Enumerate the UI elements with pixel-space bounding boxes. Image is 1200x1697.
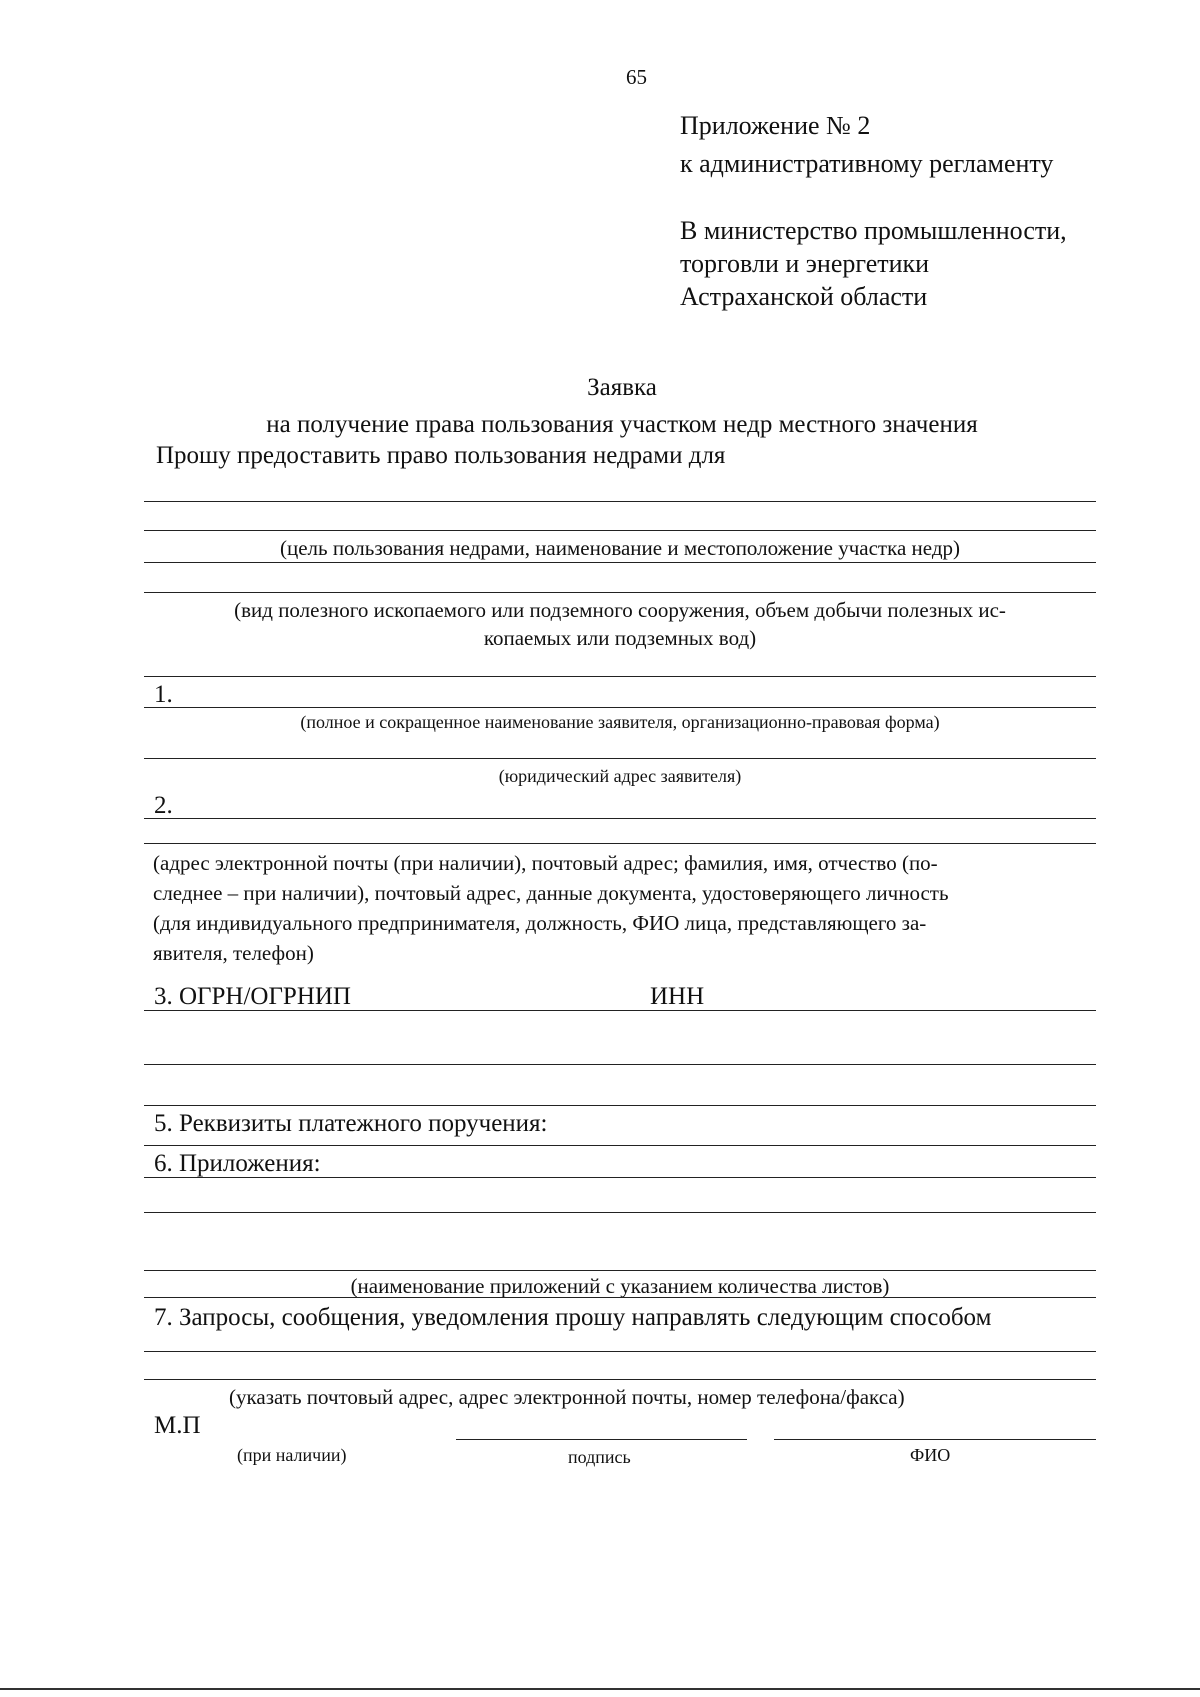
fill-line: [144, 1010, 1096, 1011]
caption-purpose: (цель пользования недрами, наименование и местоположение участка недр): [279, 536, 961, 560]
form-title: Заявка: [587, 374, 657, 401]
fill-line: [144, 1351, 1096, 1352]
caption-mineral-line-2: копаемых или подземных вод): [483, 626, 757, 650]
caption-attachments: (наименование приложений с указанием количества листов): [350, 1274, 890, 1298]
caption-delivery: (указать почтовый адрес, адрес электронной почты, номер телефона/факса): [229, 1385, 905, 1409]
fill-line: [144, 1105, 1096, 1106]
caption-contact-line-1: (адрес электронной почты (при наличии), почтовый адрес; фамилия, имя, отчество (по-: [153, 851, 938, 875]
addressee-line-1: В министерство промышленности,: [680, 216, 1067, 245]
item-5-label: 5. Реквизиты платежного поручения:: [154, 1110, 548, 1137]
fill-line: [144, 1064, 1096, 1065]
appendix-line-1: Приложение № 2: [680, 111, 871, 140]
fill-line: [144, 843, 1096, 844]
fill-line: [144, 1270, 1096, 1271]
caption-legal-address: (юридический адрес заявителя): [498, 766, 742, 786]
fill-line: [144, 1212, 1096, 1213]
fill-line: [144, 707, 1096, 708]
caption-mineral-line-1: (вид полезного ископаемого или подземного сооружения, объем добычи полезных ис-: [234, 598, 1006, 622]
fill-line: [144, 676, 1096, 677]
item-3-inn-label: ИНН: [650, 983, 705, 1010]
fill-line: [144, 818, 1096, 819]
fill-line: [144, 562, 1096, 563]
signature-line: [456, 1439, 747, 1440]
request-text: Прошу предоставить право пользования недрами для: [156, 442, 726, 469]
stamp-note: (при наличии): [237, 1445, 347, 1465]
name-caption: ФИО: [910, 1445, 951, 1465]
caption-contact-line-4: явителя, телефон): [153, 941, 314, 965]
addressee-line-2: торговли и энергетики: [680, 249, 930, 278]
item-2-label: 2.: [154, 792, 173, 819]
caption-contact-line-3: (для индивидуального предпринимателя, должность, ФИО лица, представляющего за-: [153, 911, 927, 935]
caption-applicant-name: (полное и сокращенное наименование заявителя, организационно-правовая форма): [300, 712, 940, 732]
fill-line: [144, 758, 1096, 759]
item-3-ogrn-label: 3. ОГРН/ОГРНИП: [154, 983, 351, 1010]
item-1-label: 1.: [154, 681, 173, 708]
fill-line: [144, 1177, 1096, 1178]
page-number: 65: [626, 65, 647, 89]
addressee-line-3: Астраханской области: [680, 282, 928, 311]
page-bottom-edge: [0, 1688, 1200, 1690]
caption-contact-line-2: следнее – при наличии), почтовый адрес, данные документа, удостоверяющего личность: [153, 881, 949, 905]
signature-caption: подпись: [568, 1447, 631, 1467]
fill-line: [144, 501, 1096, 502]
stamp-label: М.П: [154, 1412, 201, 1439]
fill-line: [144, 530, 1096, 531]
form-subtitle: на получение права пользования участком недр местного значения: [266, 411, 978, 438]
item-7-label: 7. Запросы, сообщения, уведомления прошу направлять следующим способом: [154, 1304, 992, 1331]
item-6-label: 6. Приложения:: [154, 1150, 321, 1177]
fill-line: [144, 1145, 1096, 1146]
fill-line: [144, 1297, 1096, 1298]
name-line: [774, 1439, 1096, 1440]
fill-line: [144, 592, 1096, 593]
fill-line: [144, 1379, 1096, 1380]
appendix-line-2: к административному регламенту: [680, 149, 1054, 178]
